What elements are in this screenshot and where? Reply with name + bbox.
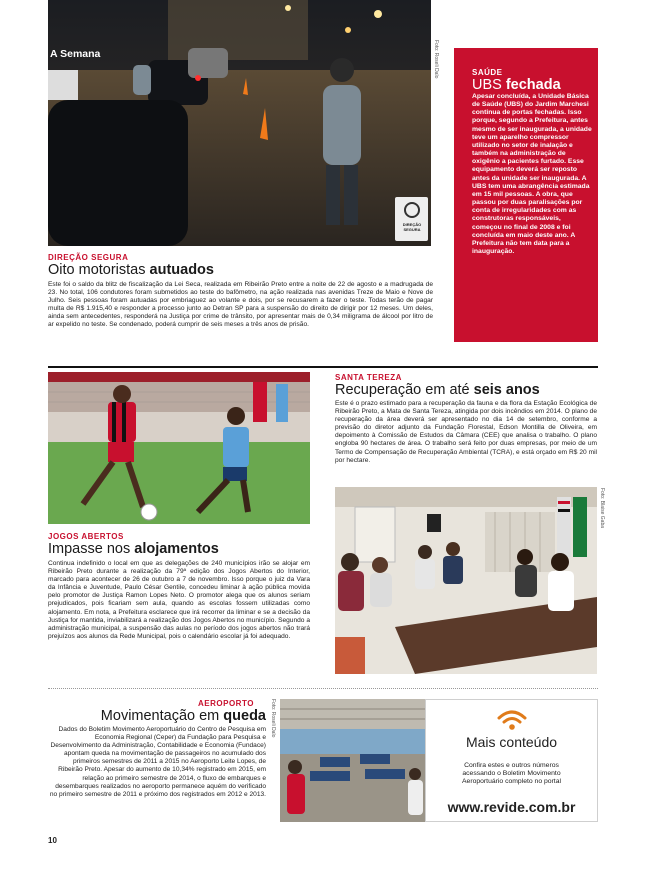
ubs-body: Apesar concluída, a Unidade Básica de Saúde (UBS) do Jardim Marchesi continua de portas fechadas. Isso porque, segundo a Prefeitura, antes mesmo de ser inaugurada, a unidade teve um aparelho compressor utilizado no setor de inalação e também na administração de oxigênio a pacientes furtado. Esse equipamento deverá ser reposto antes da unidade ser inaugurada. A UBS tem uma abrangência estimada em 15 mil pessoas. A obra, que passou por duas paralisações por conta de irregularidades com as construtoras responsáveis, começou no final de 2008 e foi concluída em maio deste ano. A Prefeitura não tem data para a inauguração.: [472, 93, 592, 255]
aeroporto-body: Dados do Boletim Movimento Aeroportuário do Centro de Pesquisa em Economia Regional (Ceper) da Fundação para Pesquisa e Desenvolvimento da Administração, Contabilidade e Economia (Fundace) apontam queda na movimentação de passageiros no acumulado dos primeiros semestres de 2011 a 2015 no Aeroporto Leite Lopes, de Ribeirão Preto. Apesar do aumento de 10,34% registrado em 2015, em relação ao primeiro semestre de 2014, o fluxo de embarques e desembarques realizados no aeroporto permanece aquém do verificado no primeiro semestre de 2011 e próximo dos registrados em 2012 e 2013.: [49, 726, 266, 798]
divider: [48, 366, 598, 368]
ubs-title: UBS fechada: [472, 77, 561, 93]
page-number: 10: [48, 836, 57, 845]
mais-url[interactable]: www.revide.com.br: [447, 799, 576, 815]
jogos-title: Impasse nos alojamentos: [48, 541, 219, 557]
mais-conteudo-box: [425, 699, 598, 822]
blitz-photo: [48, 0, 431, 246]
dotted-divider: [48, 688, 598, 689]
airport-photo: [280, 699, 425, 822]
photo-credit: Foto: Blaise Gaba: [599, 488, 605, 529]
tereza-label: SANTA TEREZA: [335, 373, 402, 382]
ubs-box: [454, 48, 598, 342]
direcao-label: DIREÇÃO SEGURA: [48, 253, 129, 262]
meeting-photo: [335, 487, 597, 674]
ubs-label: SAÚDE: [472, 68, 503, 77]
tereza-title: Recuperação em até seis anos: [335, 382, 540, 398]
tereza-body: Este é o prazo estimado para a recuperação da fauna e da flora da Estação Ecológica de Ribeirão Preto, a Mata de Santa Tereza, atingida por dois incêndios em 2014. O plano de recuperação da área deverá ser apresentado no dia 14 de setembro, conforme a previsão do diretor adjunto da Fundação Florestal, Edson Montilla de Oliveira, em depoimento à Comissão de Estudos da Câmara (CEE) que analisa o trabalho. O plano engloba 90 hectares de área. O trabalho será feito por duas empresas, por meio de um Termo de Compensação de Recuperação Ambiental (TCRA), e está orçado em R$ 20 mil por hectare.: [335, 400, 597, 464]
mais-title: Mais conteúdo: [465, 734, 558, 750]
meeting-illustration: [335, 487, 597, 674]
photo-credit: Foto: Roseli Dalo: [270, 699, 276, 738]
mais-body: Confira estes e outros números acessando o Boletim Movimento Aeroportuário completo no portal: [462, 762, 561, 786]
soccer-photo: [48, 372, 310, 524]
wifi-icon: [497, 709, 527, 731]
photo-credit: Foto: Roseli Dalo: [433, 40, 439, 79]
jogos-label: JOGOS ABERTOS: [48, 532, 124, 541]
blitz-illustration: [48, 0, 431, 246]
soccer-illustration: [48, 372, 310, 524]
airport-illustration: [280, 699, 425, 822]
section-label: A Semana: [50, 48, 101, 60]
direcao-body: Este foi o saldo da blitz de fiscalização da Lei Seca, realizada em Ribeirão Preto entre a noite de 22 de agosto e a madrugada de 23. No total, 106 condutores foram submetidos ao teste do bafômetro, na ação realizada nas avenidas Treze de Maio e Nove de Julho. Seis pessoas foram autuadas por embriaguez ao volante e dois, por se recusarem a fazer o teste. Todas terão de pagar multa de R$ 1.915,40 e responder a processo junto ao Detran SP para a suspensão do direito de dirigir por 12 meses. Um deles, ainda sem antecedentes, responderá na Justiça por crime de trânsito, por apresentar mais de 0,34 miligrama de álcool por litro de ar expelido no teste. Se condenado, poderá cumprir de seis meses a três anos de prisão.: [48, 281, 433, 329]
direcao-title: Oito motoristas autuados: [48, 262, 214, 278]
aeroporto-title: Movimentação em queda: [100, 708, 266, 724]
jogos-body: Continua indefinido o local em que as delegações de 240 municípios irão se alojar em Ribeirão Preto durante a realização da 79ª edição dos Jogos Abertos do Interior, marcado para acontecer de 26 de outubro a 7 de novembro. Isso porque o juiz da Vara da Infância e Juventude, Paulo César Gentile, concedeu liminar à ação pública movida pelo promotor de Justiça Ramon Lopes Neto. O promotor alega que os alunos seriam prejudicados, pois ficariam sem aula, quando as escolas fossem utilizadas como alojamento. Em nota, a Prefeitura esclarece que irá recorrer da liminar e se a decisão da Justiça for mantida, inviabilizará a realização dos Jogos Abertos no município. Segundo a administração municipal, a suspensão das aulas no período dos jogos abertos não trará prejuízos aos alunos da Rede Municipal, pois o calendário escolar já foi adequado.: [48, 560, 310, 640]
aeroporto-label: AEROPORTO: [198, 699, 254, 708]
sign-text: DIREÇÃO SEGURA: [402, 222, 422, 232]
